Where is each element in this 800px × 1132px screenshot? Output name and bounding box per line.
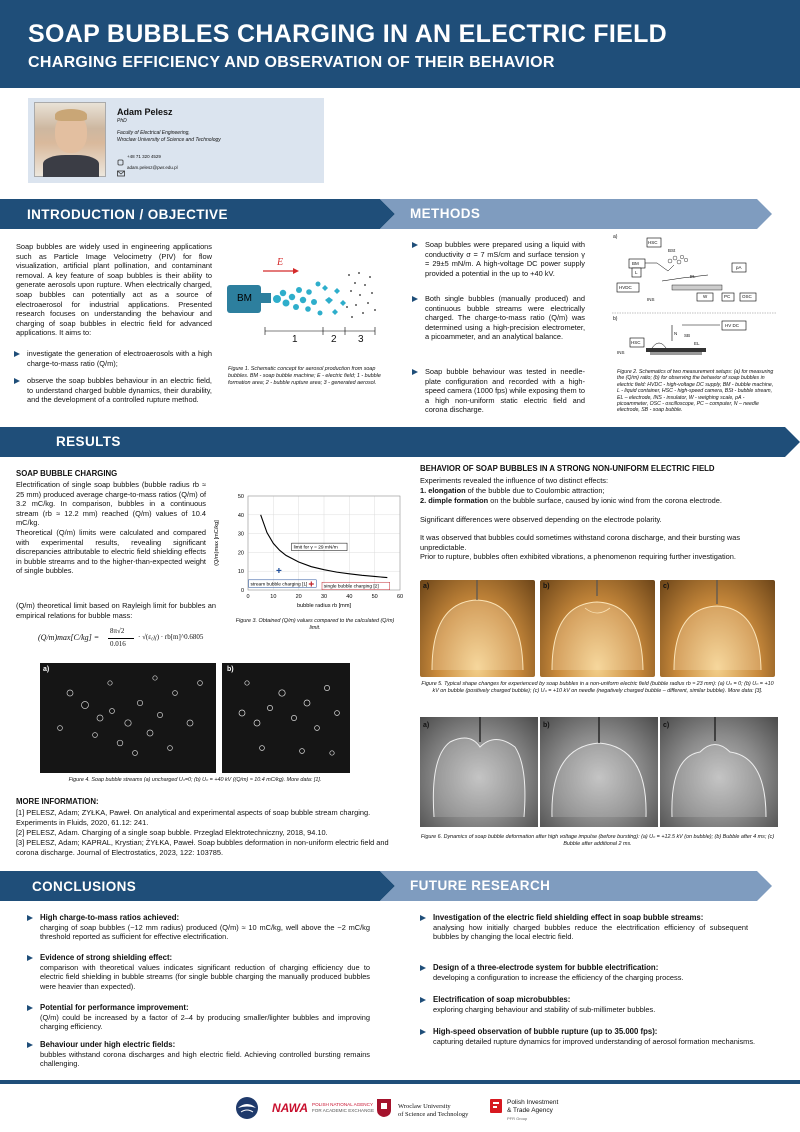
fig2-hvdc-label: HVDC [619,285,632,290]
phone-icon [117,153,124,160]
ref-1: [1] PELESZ, Adam; ZYŁKA, Paweł. On analytical and experimental aspects of soap bubble stream charging. Experiments in Fluids, 2020, 61.12: 241. [16,808,371,827]
figure-1 [225,255,385,355]
x-tick-label: 0 [246,594,250,600]
y-tick-label: 40 [237,512,244,519]
fig2-pc-label: PC [724,294,731,299]
formula-lhs: (Q/m)max[C/kg] = [38,633,100,642]
fig2-l-label: L [635,270,638,275]
future-2-title: Design of a three-electrode system for bubble electrification: [433,963,659,972]
ref-2: [2] PELESZ, Adam. Charging of a single soap bubble. Przeglad Elektrotechniczny, 2018, 94.10. [16,828,328,837]
intro-heading: INTRODUCTION / OBJECTIVE [27,207,228,222]
pwr-name-1: Wroclaw University [398,1103,451,1110]
y-tick-label: 30 [237,531,244,538]
x-tick-label: 10 [270,594,277,600]
future-1-text: analysing how initially charged bubbles reduce the electrification efficiency of subsequent bubbles by changing the local electric field. [433,922,748,942]
fig4-photo-a [40,663,216,773]
fig5-b-label: b) [543,583,550,590]
formula-rest: · √(ε₀γ) · rb[m]^0.6805 [138,633,204,641]
fig2-b-label: b) [613,316,618,322]
conclusion-4 [40,1040,370,1069]
methods-bullet-2: Both single bubbles (manually produced) and continuous bubble streams were electrically charged. The charge-to-mass ratio (Q/m) was determined using a high-precision electrometer, a picoammeter, and an analytical balance. [425,294,585,342]
fig2-bm-label: BM [632,261,639,266]
fig1-caption: Figure 1. Schematic concept for aerosol production from soap bubbles. BM - soap bubble machine; E - electric field; 1 - bubble formation area; 2 - bubble rupture area; 3 - generated aerosol. [228,366,381,386]
data-point-1 [276,568,281,573]
fig1-3-label: 3 [358,334,364,345]
svg-text:stream bubble charging [1]: stream bubble charging [1] [250,582,308,588]
fig6-c-label: c) [663,722,670,729]
fig2-osc-label: OSC [742,294,752,299]
behavior-p3: Prior to rupture, bubbles often exhibited vibrations, a phenomenon requiring further investigation. [420,552,736,561]
formula [38,626,218,652]
formula-denominator: 0.016 [110,640,126,648]
effect-1-bold: elongation [428,486,466,495]
fig6-a-label: a) [423,722,430,729]
conclusion-3 [40,1003,370,1032]
y-tick-label: 0 [240,588,244,594]
fig2-bst-label: BSt [668,248,676,253]
x-tick-label: 60 [396,594,404,600]
paih-name-3: PFR Group [507,1116,528,1121]
nawa-sub-1: POLISH NATIONAL AGENCY [312,1102,374,1107]
fig2-ins2-label: INS [617,350,625,355]
limit-label [292,543,347,551]
charging-text: Electrification of single soap bubbles (bubble radius rb ≈ 25 mm) produced average charge-to-mass ratios (Q/m) of 3.2 mC/kg. In comparison, bubbles in a continuous stream (rb ≈ 12.2 mm) reached (Q/m) values of 10.4 mC/kg. [16,480,206,528]
fig4-b-label: b) [227,666,234,673]
fig2-hsc2-label: HSC [631,340,641,345]
fig5-c-label: c) [663,583,670,590]
conclusion-4-text: bubbles withstand corona discharges and high electric field. Achieving controlled bursting remains challenging. [40,1049,370,1069]
figure-3-chart [210,490,410,610]
fig5-photo-b [540,580,655,677]
bubbles [273,282,323,316]
fig5-photo-c [660,580,775,677]
intro-bullet-1: investigate the generation of electroaerosols with a high charge-to-mass ratio (Q/m); [27,349,212,368]
x-tick-label: 30 [320,594,328,600]
effect-2 [420,496,775,506]
fig2-hvdc2-label: HV DC [725,323,740,328]
methods-bullet-3: Soap bubble behaviour was tested in needle-plate configuration and recorded with a high-speed camera (1000 fps) while exposing them to a high non-uniform static electric field and corona discharge. [425,367,585,415]
conclusion-1-title: High charge-to-mass ratios achieved: [40,913,180,922]
figure-2 [612,233,777,368]
author-affiliation-2: Wroclaw University of Science and Technology [117,137,221,143]
conclusion-2-text: comparison with theoretical values indicates significant reduction of charging efficiency due to electric field shielding in bubble streams (for single bubble charging the manually produced bubbles were heavier than expected). [40,962,370,991]
svg-text:limit for γ = 29 mN/m: limit for γ = 29 mN/m [293,545,338,551]
poster-subtitle: CHARGING EFFICIENCY AND OBSERVATION OF THEIR BEHAVIOR [28,54,555,71]
author-degree: PhD [117,118,127,124]
fig6-photo-c [660,717,778,827]
stream-label [249,580,317,588]
pwr-name-2: of Science and Technology [398,1111,469,1118]
y-tick-label: 10 [237,569,244,576]
charging-heading: SOAP BUBBLE CHARGING [16,469,118,478]
eagle-logo [232,1096,262,1120]
behavior-p1: Significant differences were observed depending on the electrode polarity. [420,515,662,524]
y-tick-label: 20 [237,550,244,557]
methods-bullet-1: Soap bubbles were prepared using a liquid with conductivity σ = 7 mS/cm and surface tension γ = 29±5 mN/m. A high-voltage DC power supply provided a potential in the up to +40 kV. [425,240,585,278]
author-phone: +48 71 320 4529 [127,154,161,159]
behavior-heading: BEHAVIOR OF SOAP BUBBLES IN A STRONG NON-UNIFORM ELECTRIC FIELD [420,464,715,473]
intro-bullet-2: observe the soap bubbles behaviour in an electric field, to understand charged bubble dynamics, their durability, and the development of a controlled rupture method. [27,376,212,405]
fig6-photo-a [420,717,538,827]
fig6-caption: Figure 6. Dynamics of soap bubble deformation after high voltage impulse (before bursting): (a) Uₙ = +12.5 kV (on bubble); (b) Bubble after 4 ms; (c) Bubble after additional 2 ms. [420,834,775,847]
y-tick-label: 50 [237,494,244,500]
formula-numerator: 8π√2 [110,627,125,635]
future-2-text: developing a configuration to increase the efficiency of the charging process. [433,972,684,982]
conclusion-3-title: Potential for performance improvement: [40,1003,189,1012]
future-3-title: Electrification of soap microbubbles: [433,995,571,1004]
fig2-a-label: a) [613,234,618,240]
author-photo [34,102,106,177]
future-1 [433,913,748,942]
paih-name-1: Polish Investment [507,1099,559,1106]
behavior-p2: It was observed that bubbles could sometimes withstand corona discharge, and their bursting was unpredictable. [420,533,741,552]
author-name: Adam Pelesz [117,107,173,117]
future-heading: FUTURE RESEARCH [410,878,551,893]
effect-1-num: 1. [420,486,427,495]
formula-intro: (Q/m) theoretical limit based on Rayleigh limit for bubbles an empirical relations for bubble mass: [16,601,216,620]
author-email[interactable]: adam.pelesz@pwr.edu.pl [127,165,178,170]
footer-rule [0,1080,800,1084]
effect-2-bold: dimple formation [428,496,489,505]
more-info-heading: MORE INFORMATION: [16,797,99,806]
fig4-a-label: a) [43,666,50,673]
charging-text-2: Theoretical (Q/m) limits were calculated and compared with experimental results, revealing significant discrepancies attributable to electric field shielding effects in bubble streams and to the higher-than-expected weight of single bubbles. [16,528,206,576]
future-3-text: exploring charging behaviour and stability of sub-millimeter bubbles. [433,1004,656,1014]
fig1-1-label: 1 [292,334,298,345]
fig2-w-label: W [703,294,708,299]
ruptured-bubbles [322,285,346,315]
fig2-sb-label: SB [684,333,691,338]
paih-icon [490,1099,502,1113]
future-1-title: Investigation of the electric field shielding effect in soap bubble streams: [433,913,704,922]
effect-1 [420,486,770,496]
conclusion-4-title: Behaviour under high electric fields: [40,1040,176,1049]
conclusion-3-text: (Q/m) could be increased by a factor of 2–4 by producing smaller/lighter bubbles and improving charging efficiency. [40,1012,370,1032]
aerosol-dots [346,272,376,318]
fig2-caption: Figure 2. Schematics of two measurement setups: (a) for measuring the (Q/m) ratio; (b) for observing the behavior of soap bubbles in electric field: HVDC - high-voltage DC supply, BM - bubble machine, L - liquid container, HSC - high-speed camera, BSt - bubble stream, EL – electrode, INS - insulator, W - weighing scale, pA - picoammeter, OSC - oscilloscope, PC – computer, N – needle electrode, SB - soap bubble. [617,369,774,414]
intro-paragraph: Soap bubbles are widely used in engineering applications such as Particle Image Velocimetry (PIV) for flow visualization, artificial plant pollination, and contaminant removal. A key feature of soap bubbles is their ability to generate aerosols upon rupture. When electrically charged, soap bubbles can potentially act as a source of electroaerosol for industrial applications. Presented research focuses on understanding the behaviour and charging of soap bubbles in electric field for advanced applications. It aims to: [16,242,212,338]
poster-title: SOAP BUBBLES CHARGING IN AN ELECTRIC FIELD [28,20,668,48]
behavior-intro: Experiments revealed the influence of two distinct effects: [420,476,609,485]
nawa-sub-2: FOR ACADEMIC EXCHANGE [312,1108,375,1113]
fig6-photo-b [540,717,658,827]
conclusion-2 [40,953,370,991]
conclusions-heading: CONCLUSIONS [32,879,137,894]
effect-2-rest: on the bubble surface, caused by ionic wind from the corona electrode. [488,496,722,505]
fig2-ins-label: INS [647,297,655,302]
data-point-2 [309,581,314,586]
fig4-caption: Figure 4. Soap bubble streams (a) uncharged Uₙ=0; (b) Uₙ = +40 kV ((Q/m) ≈ 10.4 mC/kg). More data: [1]. [68,777,322,783]
effect-2-num: 2. [420,496,427,505]
x-tick-label: 40 [346,594,353,600]
fig2-hsc-label: HSC [648,240,658,245]
author-affiliation-1: Faculty of Electrical Engineering, [117,130,190,136]
fig5-caption: Figure 5. Typical shape changes for experienced by soap bubbles in a non-uniform electric field (bubble radius rb ≈ 23 mm): (a) Uₙ = 0; (b) Uₙ = +10 kV on bubble (positively charged bubble); (c) Uₙ = +10 kV on needle (negatively charged bubble – different, similar bubble). More data: [3]. [421,681,774,694]
x-tick-label: 20 [295,594,302,600]
fig5-photo-a [420,580,535,677]
pwr-crest-icon [376,1098,392,1118]
fig1-bm-label: BM [237,293,252,304]
effect-1-rest: of the bubble due to Coulombic attraction; [465,486,605,495]
fig2-el-label: EL [690,274,696,279]
fig3-caption: Figure 3. Obtained (Q/m) values compared to the calculated (Q/m) limit. [235,618,395,631]
fig2-n-label: N [674,331,678,336]
fig2-pa-label: pA [736,265,742,270]
x-tick-label: 50 [371,594,378,600]
conclusion-2-title: Evidence of strong shielding effect: [40,953,173,962]
future-4-text: capturing detailed rupture dynamics for improved understanding of aerosol formation mechanisms. [433,1036,756,1046]
fig1-e-label: E [277,257,284,268]
fig6-b-label: b) [543,722,550,729]
nawa-logo: NAWA [272,1101,308,1115]
conclusion-1 [40,913,370,942]
svg-text:single bubble charging [2]: single bubble charging [2] [324,584,379,590]
email-icon [117,164,125,171]
x-axis-label: bubble radius rb [mm] [296,603,352,609]
conclusion-1-text: charging of soap bubbles (~12 mm radius) produced (Q/m) ≈ 10 mC/kg, well above the ~2 mC/kg threshold reported as sufficient for effective electrification. [40,922,370,942]
results-heading: RESULTS [56,434,121,449]
fig5-a-label: a) [423,583,430,590]
future-3 [433,995,763,1014]
y-axis-label: (Q/m)max [mC/kg] [214,520,220,566]
ref-3: [3] PELESZ, Adam; KAPRAL, Krystian; ŻYŁKA, Paweł. Soap bubbles deformation in non-uniform electric field and corona discharge. Journal of Electrostatics, 2023, 122: 103785. [16,838,389,857]
chart-svg [210,490,410,610]
fig2-el2-label: EL [694,341,700,346]
fig4-photo-b [222,663,350,773]
paih-name-2: & Trade Agency [507,1107,553,1114]
methods-heading: METHODS [410,206,481,221]
future-4-title: High-speed observation of bubble rupture (up to 35.000 fps): [433,1027,658,1036]
future-2 [433,963,763,982]
single-label [322,582,390,590]
future-4 [433,1027,763,1046]
fig1-2-label: 2 [331,334,337,345]
